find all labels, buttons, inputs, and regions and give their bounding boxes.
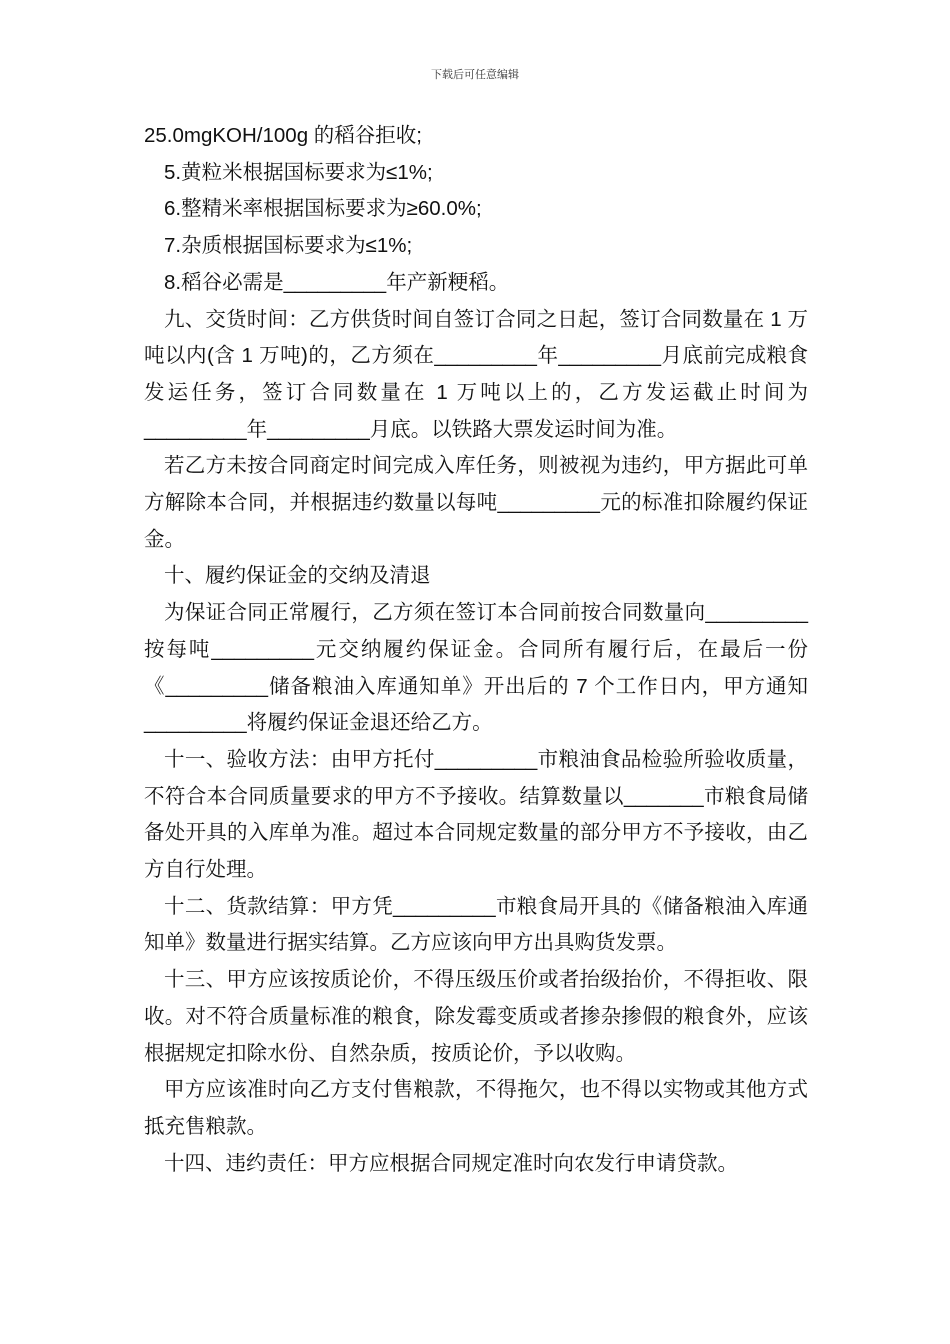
paragraph-section-11: 十一、验收方法：由甲方托付_________市粮油食品检验所验收质量，不符合本合同质量要求的甲方不予接收。结算数量以_______市粮食局储备处开具的入库单为准。超过本合同规定数量的部分甲方不予接收，由乙方自行处理。	[144, 747, 808, 882]
paragraph-item-6: 6.整精米率根据国标要求为≥60.0%;	[164, 197, 482, 221]
paragraph-item-5: 5.黄粒米根据国标要求为≤1%;	[164, 160, 433, 184]
paragraph-item-7: 7.杂质根据国标要求为≤1%;	[164, 234, 413, 258]
paragraph-section-13: 十三、甲方应该按质论价，不得压级压价或者抬级抬价，不得拒收、限收。对不符合质量标准的粮食，除发霉变质或者掺杂掺假的粮食外，应该根据规定扣除水份、自然杂质，按质论价，予以收购。	[144, 968, 808, 1065]
paragraph-item-8: 8.稻谷必需是_________年产新粳稻。	[164, 270, 510, 294]
page-header: 下载后可任意编辑	[431, 68, 519, 81]
document-body	[144, 118, 808, 1182]
paragraph-section-14: 十四、违约责任：甲方应根据合同规定准时向农发行申请贷款。	[164, 1151, 738, 1175]
paragraph-acid-value: 25.0mgKOH/100g 的稻谷拒收;	[144, 124, 422, 147]
paragraph-deposit: 为保证合同正常履行，乙方须在签订本合同前按合同数量向_________按每吨_________元交纳履约保证金。合同所有履行后，在最后一份《_________储备粮油入库通知单》开出后的 7 个工作日内，甲方通知_________将履约保证金退还给乙方。	[144, 601, 808, 735]
paragraph-breach-delivery: 若乙方未按合同商定时间完成入库任务，则被视为违约，甲方据此可单方解除本合同，并根据违约数量以每吨_________元的标准扣除履约保证金。	[144, 454, 808, 551]
paragraph-section-12: 十二、货款结算：甲方凭_________市粮食局开具的《储备粮油入库通知单》数量进行据实结算。乙方应该向甲方出具购货发票。	[144, 894, 808, 955]
paragraph-section-9: 九、交货时间：乙方供货时间自签订合同之日起，签订合同数量在 1 万吨以内(含 1 万吨)的，乙方须在_________年_________月底前完成粮食发运任务，签订合同数量在 1 万吨以上的，乙方发运截止时间为_________年_________月底。以铁路大票发运时间为准。	[144, 307, 808, 441]
paragraph-payment: 甲方应该准时向乙方支付售粮款，不得拖欠，也不得以实物或其他方式抵充售粮款。	[144, 1078, 808, 1138]
heading-section-10: 十、履约保证金的交纳及清退	[164, 564, 431, 588]
